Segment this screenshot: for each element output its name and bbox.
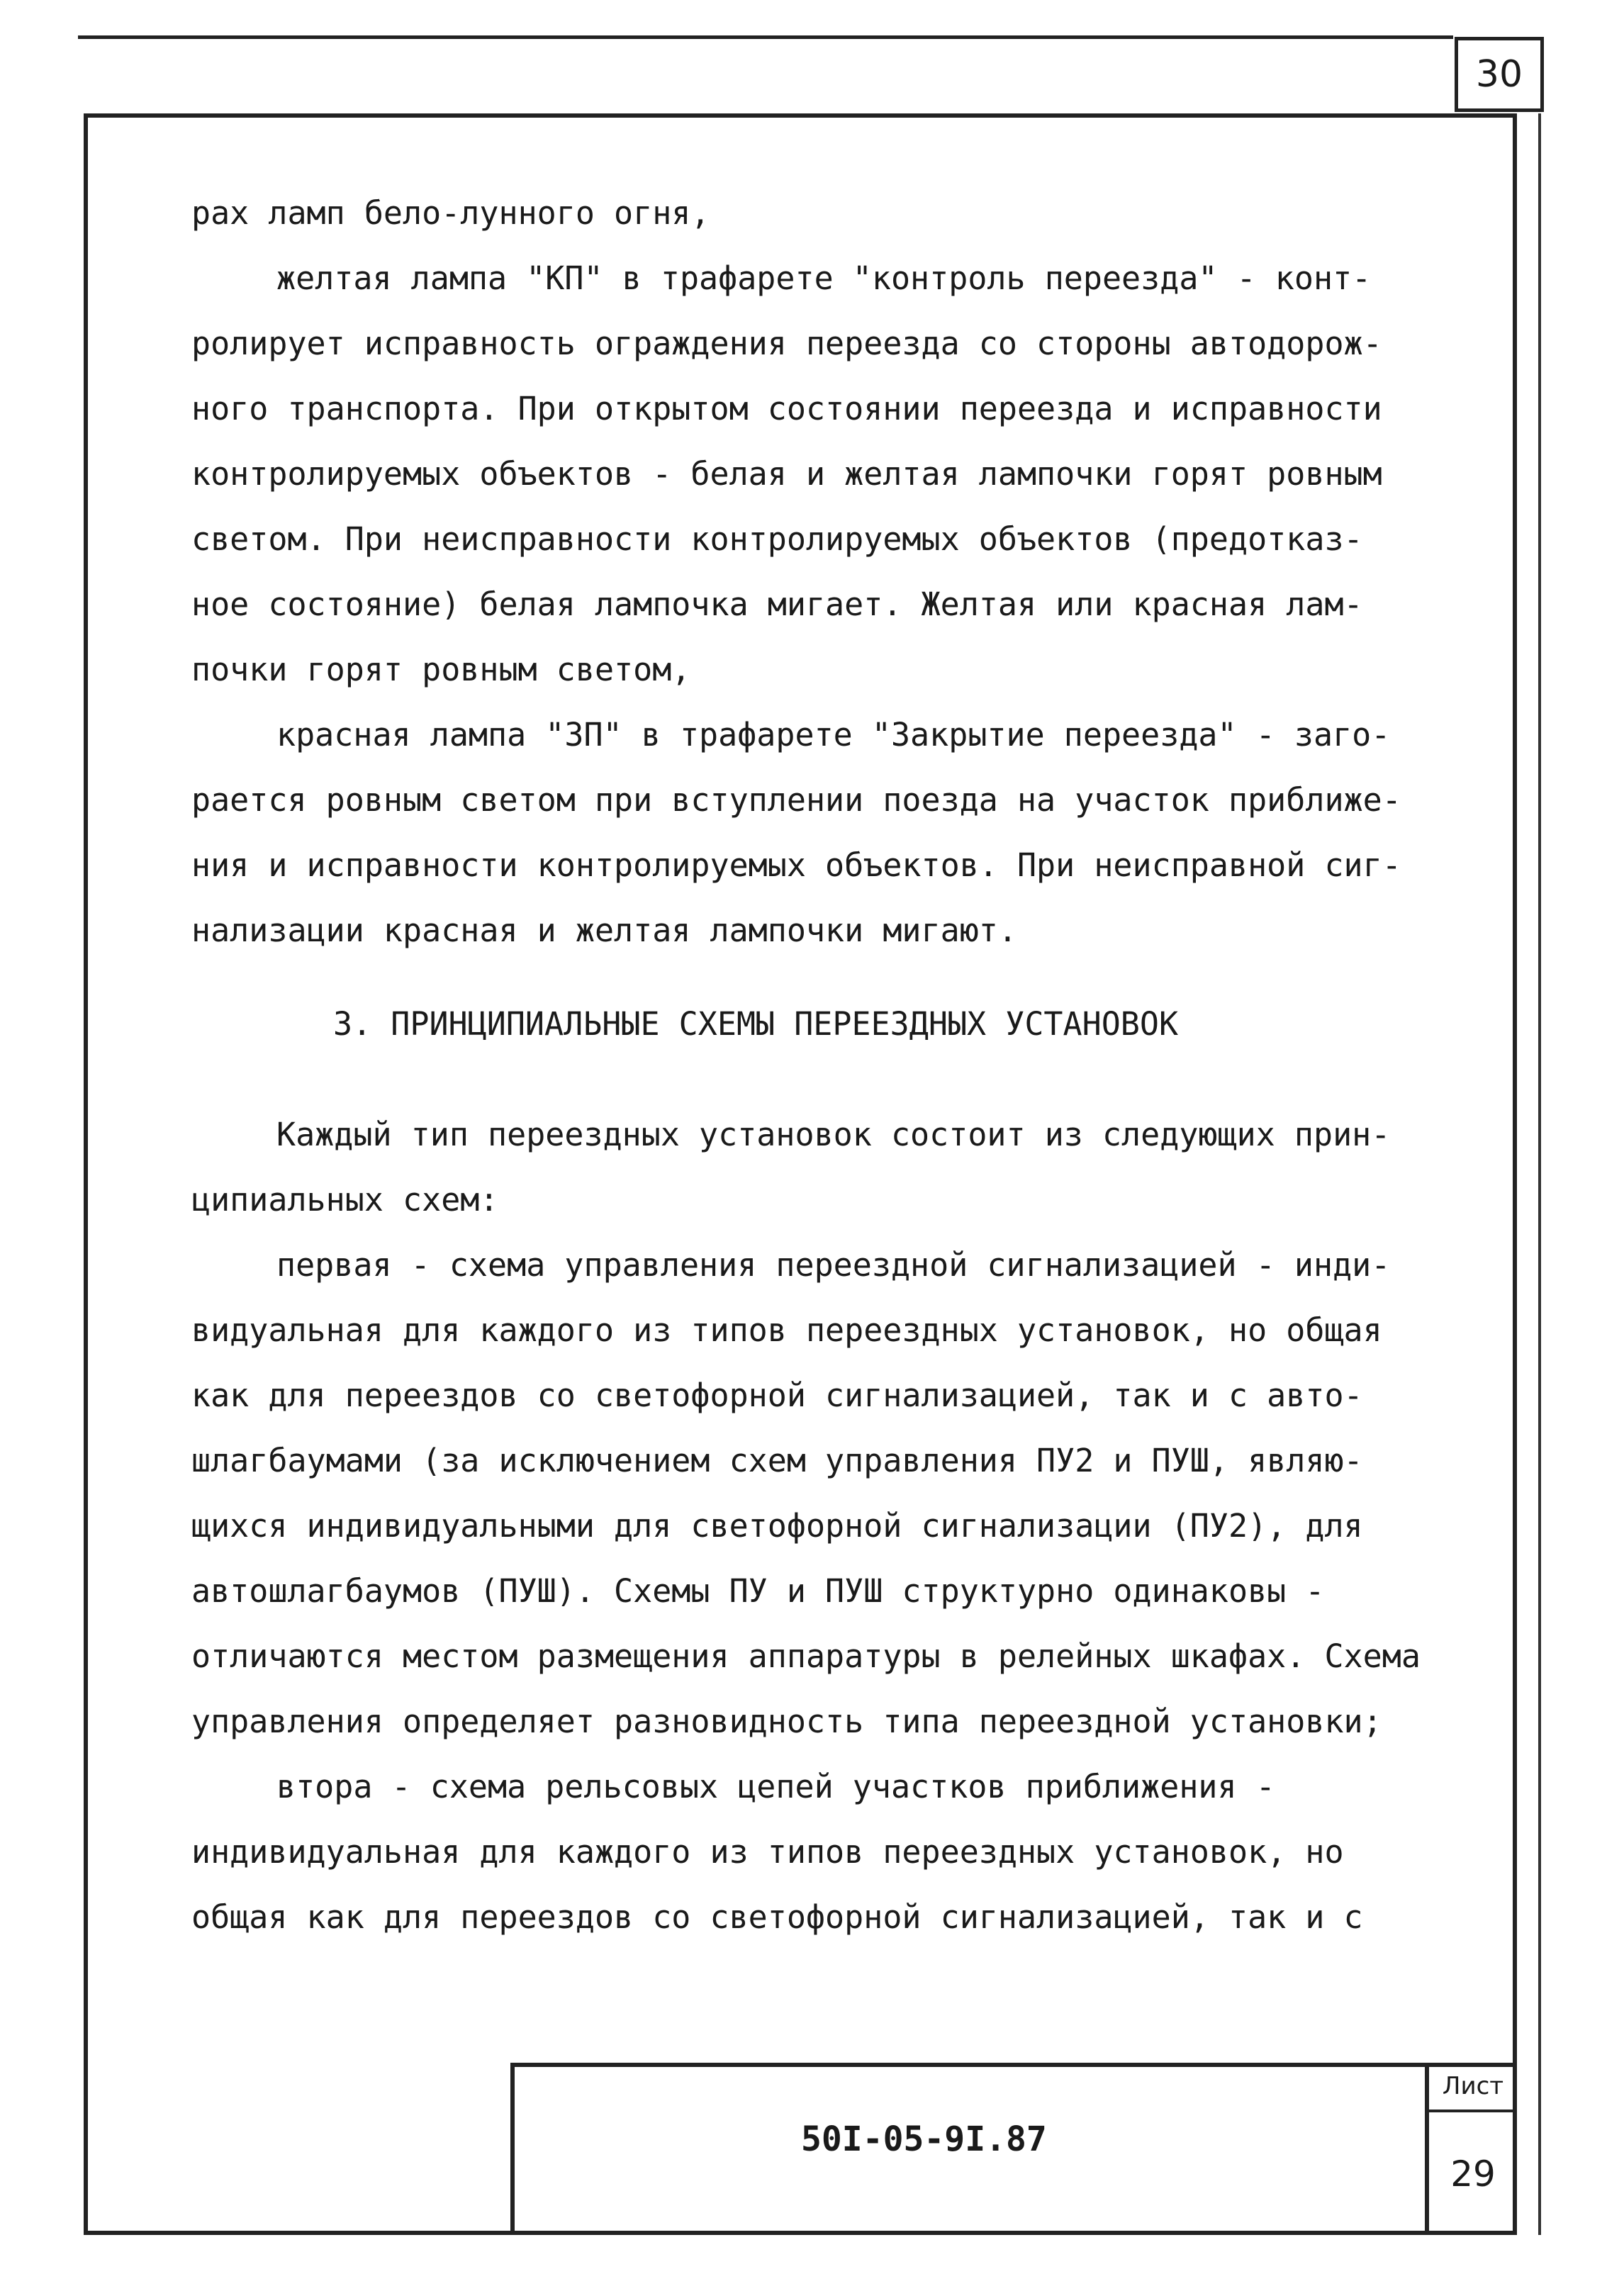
text-line: желтая лампа "КП" в трафарете "контроль переезда" - конт- — [276, 259, 1372, 297]
text-line: индивидуальная для каждого из типов переездных установок, но — [191, 1833, 1344, 1871]
text-line: нализации красная и желтая лампочки мигают. — [191, 912, 1017, 949]
text-line: управления определяет разновидность типа переездной установки; — [191, 1703, 1382, 1740]
text-line: как для переездов со светофорной сигнализацией, так и с авто- — [191, 1377, 1363, 1414]
text-line: рах ламп бело-лунного огня, — [191, 194, 710, 232]
page-number: 30 — [1475, 53, 1523, 96]
text-line: видуальная для каждого из типов переездных установок, но общая — [191, 1311, 1382, 1349]
text-line: рается ровным светом при вступлении поезда на участок приближе- — [191, 781, 1401, 819]
text-line: автошлагбаумов (ПУШ). Схемы ПУ и ПУШ структурно одинаковы - — [191, 1572, 1325, 1610]
text-line: ного транспорта. При открытом состоянии переезда и исправности — [191, 390, 1382, 427]
text-line: ролирует исправность ограждения переезда со стороны автодорож- — [191, 325, 1382, 362]
text-line: контролируемых объектов - белая и желтая лампочки горят ровным — [191, 455, 1382, 493]
text-line: щихся индивидуальными для светофорной сигнализации (ПУ2), для — [191, 1507, 1363, 1545]
text-line: отличаются местом размещения аппаратуры в релейных шкафах. Схема — [191, 1637, 1421, 1675]
sheet-number: 29 — [1450, 2153, 1496, 2195]
section-heading: 3. ПРИНЦИПИАЛЬНЫЕ СХЕМЫ ПЕРЕЕЗДНЫХ УСТАНОВОК — [333, 1005, 1179, 1043]
text-line: шлагбаумами (за исключением схем управления ПУ2 и ПУШ, являю- — [191, 1442, 1363, 1479]
text-line: первая - схема управления переездной сигнализацией - инди- — [276, 1246, 1391, 1284]
text-line: ное состояние) белая лампочка мигает. Желтая или красная лам- — [191, 586, 1363, 623]
document-code: 50I-05-9I.87 — [801, 2119, 1047, 2159]
section-text — [191, 1102, 1482, 1950]
text-line: красная лампа "ЗП" в трафарете "Закрытие переезда" - заго- — [276, 716, 1391, 753]
right-margin-line — [1538, 113, 1541, 2235]
text-line: ципиальных схем: — [191, 1181, 499, 1218]
page-number-box — [1455, 37, 1544, 112]
top-border-line — [78, 35, 1453, 39]
sheet-box — [1425, 2063, 1517, 2235]
text-line: светом. При неисправности контролируемых объектов (предотказ- — [191, 520, 1363, 558]
body-text — [191, 181, 1482, 963]
text-line: ния и исправности контролируемых объектов. При неисправной сиг- — [191, 846, 1401, 884]
text-line: Каждый тип переездных установок состоит из следующих прин- — [276, 1116, 1391, 1153]
text-line: общая как для переездов со светофорной сигнализацией, так и с — [191, 1898, 1363, 1936]
sheet-label: Лист — [1429, 2063, 1517, 2112]
text-line: втора - схема рельсовых цепей участков приближения - — [276, 1768, 1275, 1805]
text-line: почки горят ровным светом, — [191, 651, 691, 688]
